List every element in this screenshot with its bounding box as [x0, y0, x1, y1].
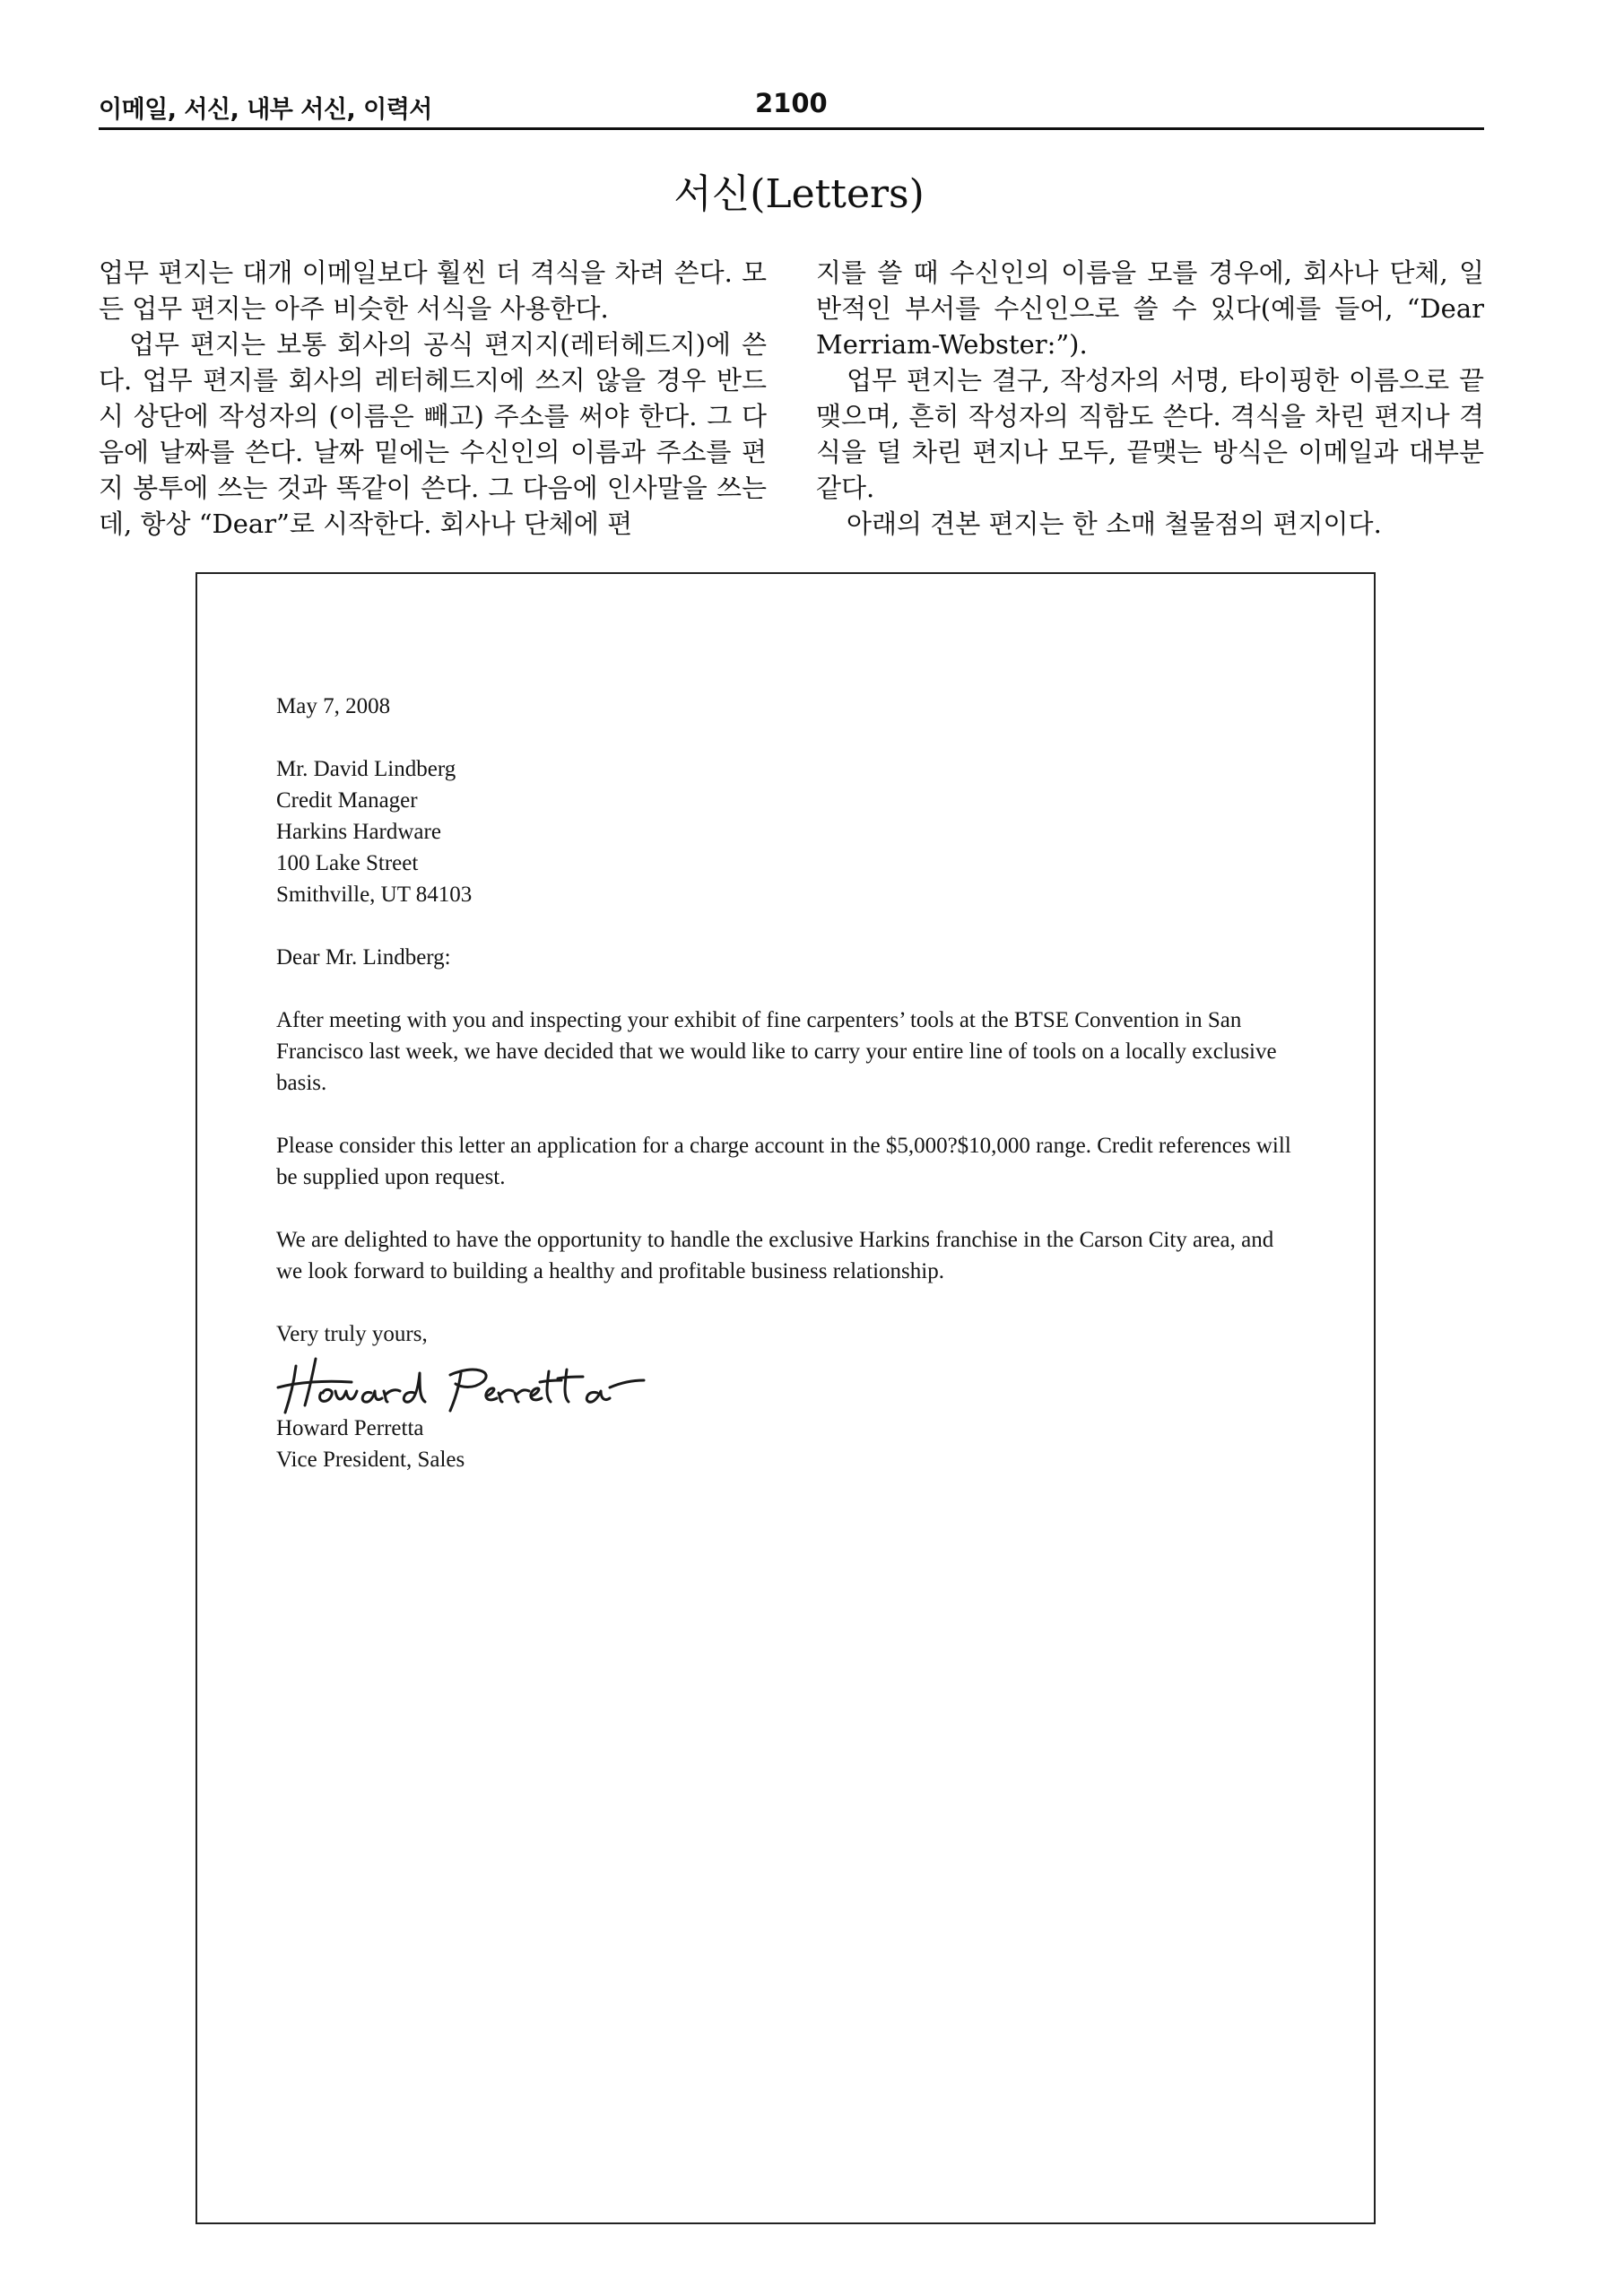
running-header	[99, 86, 1484, 130]
letter-paragraph: We are delighted to have the opportunity to handle the exclusive Harkins franchise in the Carson City area, and we look forward to building a healthy and profitable business relationship.	[276, 1228, 1274, 1283]
recipient-line: 100 Lake Street	[276, 851, 419, 875]
paragraph: 아래의 견본 편지는 한 소매 철물점의 편지이다.	[847, 509, 1382, 539]
body-text	[99, 255, 1484, 542]
paragraph: 지를 쓸 때 수신인의 이름을 모를 경우에, 회사나 단체, 일반적인 부서를 수신인으로 쓸 수 있다(예를 들어, “Dear Merriam-Webster:”).	[816, 257, 1484, 360]
recipient-line: Smithville, UT 84103	[276, 883, 473, 907]
letter-date: May 7, 2008	[276, 694, 391, 718]
recipient-line: Mr. David Lindberg	[276, 757, 456, 781]
signature-image	[271, 1346, 647, 1418]
right-column	[816, 255, 1484, 542]
salutation: Dear Mr. Lindberg:	[276, 945, 451, 970]
paragraph: 업무 편지는 대개 이메일보다 훨씬 더 격식을 차려 쓴다. 모든 업무 편지는 아주 비슷한 서식을 사용한다.	[99, 257, 767, 324]
signer-name: Howard Perretta	[276, 1416, 424, 1440]
page-title: 서신(Letters)	[673, 171, 925, 217]
recipient-address	[276, 753, 1298, 910]
left-column	[99, 255, 767, 542]
sample-letter	[276, 691, 1298, 1475]
recipient-line: Harkins Hardware	[276, 820, 441, 844]
signer-title: Vice President, Sales	[276, 1448, 465, 1472]
paragraph: 업무 편지는 보통 회사의 공식 편지지(레터헤드지)에 쓴다. 업무 편지를 회사의 레터헤드지에 쓰지 않을 경우 반드시 상단에 작성자의 (이름은 빼고) 주소를 써야 한다. 그 다음에 날짜를 쓴다. 날짜 밑에는 수신인의 이름과 주소를 편지 봉투에 쓰는 것과 똑같이 쓴다. 그 다음에 인사말을 쓰는데, 항상 “Dear”로 시작한다. 회사나 단체에 편	[99, 329, 767, 539]
page-number: 2100	[755, 88, 828, 118]
section-title: 이메일, 서신, 내부 서신, 이력서	[99, 96, 432, 124]
paragraph: 업무 편지는 결구, 작성자의 서명, 타이핑한 이름으로 끝맺으며, 흔히 작성자의 직함도 쓴다. 격식을 차린 편지나 격식을 덜 차린 편지나 모두, 끝맺는 방식은 이메일과 대부분 같다.	[816, 365, 1484, 503]
recipient-line: Credit Manager	[276, 788, 418, 813]
closing: Very truly yours,	[276, 1322, 428, 1346]
letter-paragraph: After meeting with you and inspecting your exhibit of fine carpenters’ tools at the BTSE Convention in San Francisco last week, we have decided that we would like to carry your entire line of tools on a locally exclusive basis.	[276, 1008, 1277, 1095]
letter-paragraph: Please consider this letter an application for a charge account in the $5,000?$10,000 range. Credit references will be supplied upon request.	[276, 1134, 1291, 1189]
sample-letter-box	[195, 572, 1376, 2224]
